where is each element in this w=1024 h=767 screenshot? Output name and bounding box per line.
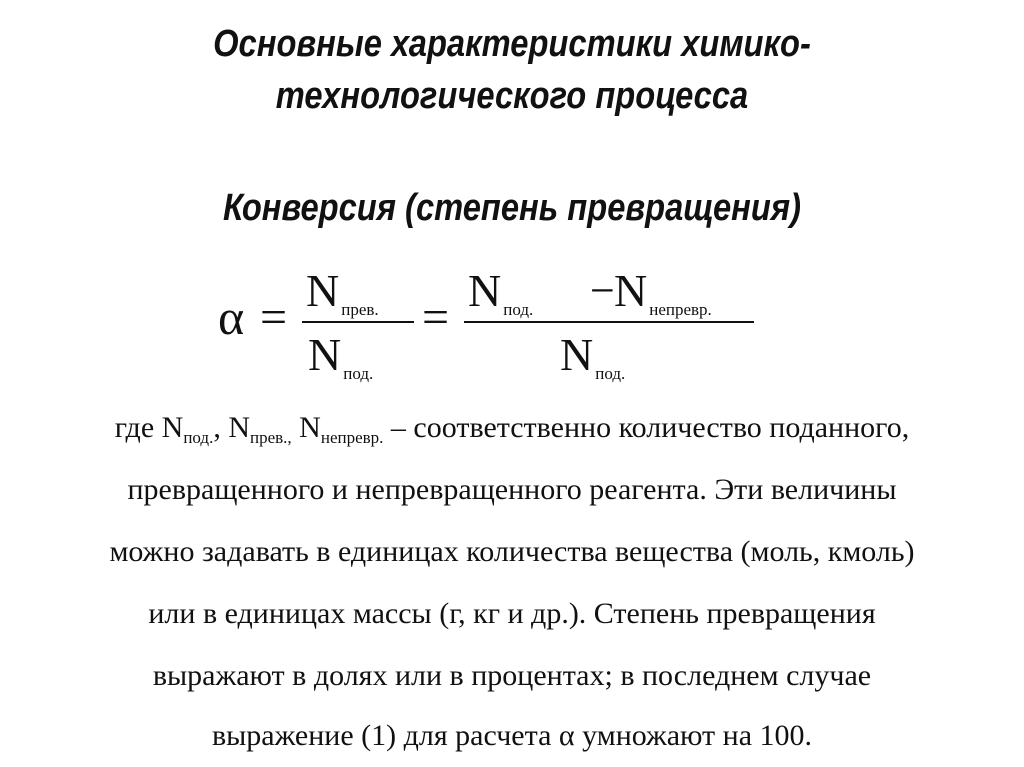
formula-alpha: α bbox=[218, 289, 245, 345]
formula-equals-sign-2: = bbox=[422, 291, 450, 344]
text-n: N bbox=[291, 411, 321, 444]
subscript-prev: прев., bbox=[250, 428, 292, 447]
subscript-pod: под. bbox=[503, 300, 534, 319]
fraction-1-numerator bbox=[306, 265, 379, 333]
fraction-1-denominator bbox=[308, 329, 374, 397]
slide-title bbox=[72, 18, 953, 122]
slide-title-line-2: технологического процесса bbox=[275, 75, 749, 117]
formula-n: N bbox=[560, 329, 594, 380]
text-definition: – соответственно количество поданного, bbox=[383, 411, 910, 444]
formula-n: N bbox=[468, 265, 502, 316]
subscript-pod: под. bbox=[595, 364, 626, 383]
fraction-1-bar bbox=[302, 321, 414, 323]
subscript-pod: под. bbox=[183, 428, 214, 447]
fraction-2-bar bbox=[464, 321, 754, 323]
subscript-neprevr: непревр. bbox=[649, 300, 712, 319]
slide-title-line-1: Основные характеристики химико- bbox=[213, 23, 811, 65]
formula-n: N bbox=[614, 265, 648, 316]
formula-n: N bbox=[308, 329, 342, 380]
formula-equals-sign-1: = bbox=[260, 291, 288, 344]
body-text-line-4: или в единицах массы (г, кг и др.). Степень превращения bbox=[148, 597, 876, 630]
conversion-formula bbox=[214, 262, 774, 387]
subscript-neprevr: непревр. bbox=[320, 428, 384, 447]
subscript-pod: под. bbox=[343, 364, 374, 383]
fraction-2-numerator-term-2 bbox=[614, 265, 712, 333]
formula-minus-sign: − bbox=[590, 266, 615, 315]
text-comma-n: , N bbox=[213, 411, 250, 444]
body-text-line-5: выражают в долях или в процентах; в последнем случае bbox=[152, 659, 872, 692]
body-text-line-1 bbox=[0, 408, 1024, 458]
subscript-prev: прев. bbox=[341, 300, 379, 319]
body-text-line-6: выражение (1) для расчета α умножают на 100. bbox=[211, 719, 813, 752]
section-heading: Конверсия (степень превращения) bbox=[222, 187, 802, 229]
text-where-n: где N bbox=[114, 411, 184, 444]
fraction-2-numerator-term-1 bbox=[468, 265, 534, 333]
fraction-2-denominator bbox=[560, 329, 626, 397]
body-text-line-2: превращенного и непревращенного реагента. Эти величины bbox=[127, 473, 897, 506]
body-text-line-3: можно задавать в единицах количества вещества (моль, кмоль) bbox=[109, 535, 915, 568]
formula-n: N bbox=[306, 265, 340, 316]
